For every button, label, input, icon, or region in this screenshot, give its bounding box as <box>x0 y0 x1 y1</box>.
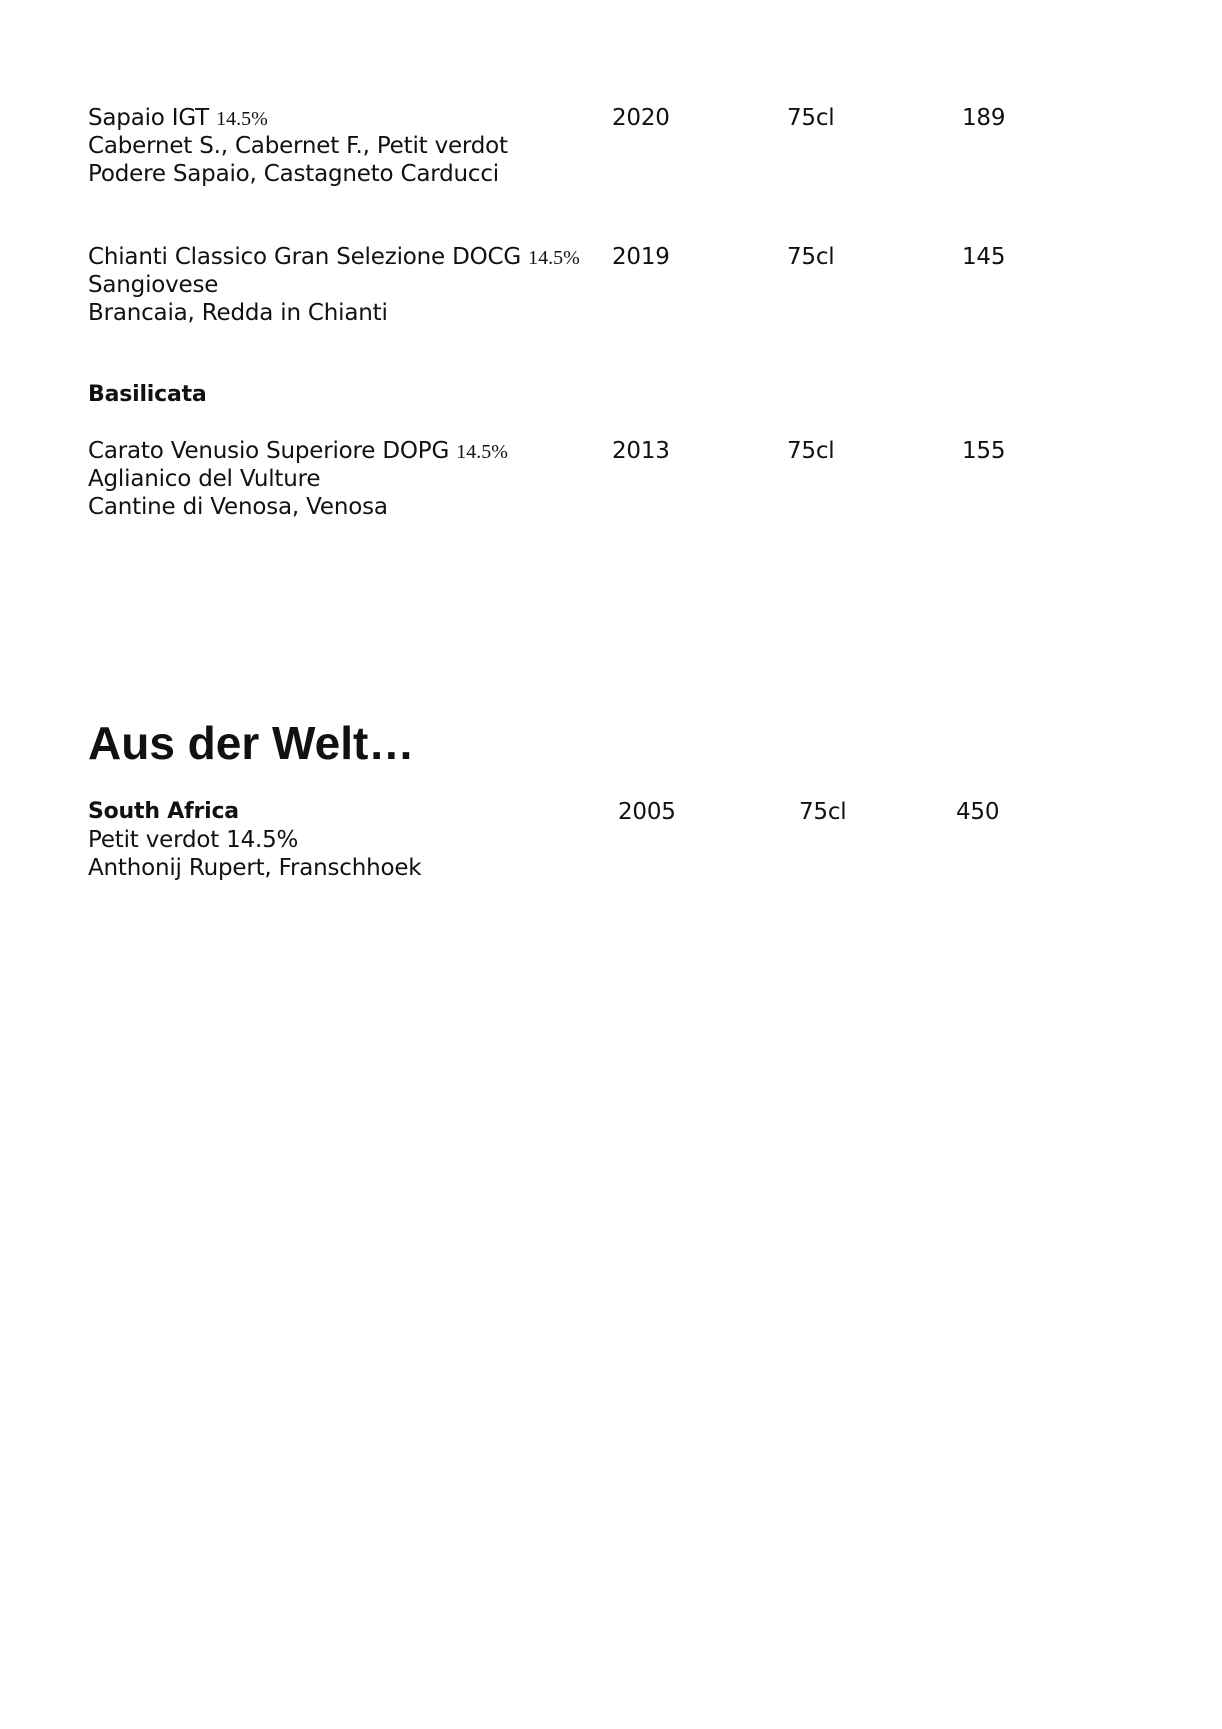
wine-abv: 14.5% <box>216 108 268 130</box>
wine-year: 2019 <box>612 244 670 270</box>
wine-size: 75cl <box>787 244 835 270</box>
wine-year: 2013 <box>612 438 670 464</box>
wine-price: 450 <box>956 799 1000 825</box>
wine-size: 75cl <box>787 438 835 464</box>
wine-abv: 14.5% <box>528 247 580 269</box>
wine-name-line <box>88 243 580 272</box>
wine-producer: Anthonij Rupert, Franschhoek <box>88 855 422 881</box>
wine-grapes: Cabernet S., Cabernet F., Petit verdot <box>88 133 508 159</box>
wine-name: Chianti Classico Gran Selezione DOCG <box>88 244 521 270</box>
wine-producer: Podere Sapaio, Castagneto Carducci <box>88 161 499 187</box>
wine-year: 2020 <box>612 105 670 131</box>
wine-year: 2005 <box>618 799 676 825</box>
wine-price: 155 <box>962 438 1006 464</box>
wine-abv: 14.5% <box>456 441 508 463</box>
wine-name-line <box>88 437 508 466</box>
wine-name: Sapaio IGT <box>88 105 209 131</box>
wine-grapes: Petit verdot 14.5% <box>88 827 299 853</box>
wine-size: 75cl <box>799 799 847 825</box>
wine-price: 145 <box>962 244 1006 270</box>
wine-size: 75cl <box>787 105 835 131</box>
section-heading: Aus der Welt… <box>88 717 415 769</box>
wine-name-line <box>88 104 268 133</box>
wine-producer: Cantine di Venosa, Venosa <box>88 494 388 520</box>
region-heading: South Africa <box>88 799 239 824</box>
wine-price: 189 <box>962 105 1006 131</box>
wine-grapes: Aglianico del Vulture <box>88 466 321 492</box>
wine-grapes: Sangiovese <box>88 272 219 298</box>
wine-producer: Brancaia, Redda in Chianti <box>88 300 388 326</box>
wine-name: Carato Venusio Superiore DOPG <box>88 438 450 464</box>
region-heading: Basilicata <box>88 382 207 407</box>
